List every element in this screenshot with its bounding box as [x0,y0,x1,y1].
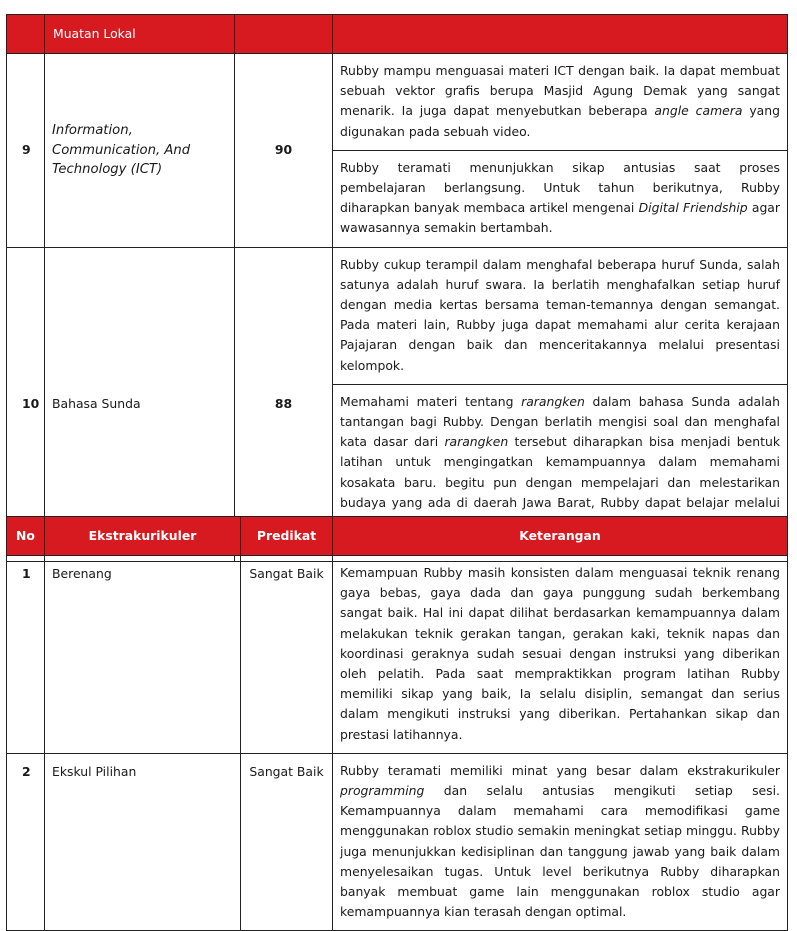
section-label: Muatan Lokal [45,15,235,54]
row-number: 2 [7,753,45,931]
row-number: 9 [7,54,45,248]
table-row [7,247,788,384]
description-cell: Rubby mampu menguasai materi ICT dengan baik. Ia dapat membuat sebuah vektor grafis berupa Masjid Agung Demak yang sangat menarik. Ia juga dapat menyebutkan beberapa angle camera yang digunakan pada sebuah video. [333,54,788,151]
score-value: 88 [235,247,333,562]
description-cell: Kemampuan Rubby masih konsisten dalam menguasai teknik renang gaya bebas, gaya dada dan gaya punggung sudah berkembang sangat baik. Hal ini dapat dilihat berdasarkan kemampuannya dalam melakukan teknik gerakan tangan, gerakan kaki, teknik napas dan koordinasi geraknya sudah sesuai dengan instruksi yang diberikan oleh pelatih. Pada saat mempraktikkan program latihan Rubby memiliki sikap yang baik, Ia selalu disiplin, semangat dan serius dalam mengikuti instruksi yang diberikan. Pertahankan sikap dan prestasi latihannya. [333,556,788,754]
ekstrakurikuler-table [6,516,788,931]
header-blank-cell [333,15,788,54]
table-header-row [7,517,788,556]
table-row [7,556,788,754]
description-cell: Rubby teramati menunjukkan sikap antusias saat proses pembelajaran berlangsung. Untuk tahun berikutnya, Rubby diharapkan banyak membaca artikel mengenai Digital Friendship agar wawasannya semakin bertambah. [333,150,788,247]
predicate-value: Sangat Baik [241,556,333,754]
table-row [7,54,788,151]
column-header-no: No [7,517,45,556]
row-number: 10 [7,247,45,562]
description-cell: Rubby teramati memiliki minat yang besar dalam ekstrakurikuler programming dan selalu antusias mengikuti setiap sesi. Kemampuannya dalam memahami cara memodifikasi game menggunakan roblox studio semakin meningkat setiap minggu. Rubby juga menunjukkan kedisiplinan dan tanggung jawab yang baik dalam menyelesaikan tugas. Untuk level berikutnya Rubby diharapkan banyak membuat game lain menggunakan roblox studio agar kemampuannya kian terasah dengan optimal. [333,753,788,931]
description-cell: Rubby cukup terampil dalam menghafal beberapa huruf Sunda, salah satunya adalah huruf swara. Ia berlatih menghafalkan setiap huruf dengan media kertas bersama teman-temannya dengan semangat. Pada materi lain, Rubby juga dapat memahami alur cerita kerajaan Pajajaran dengan baik dan menceritakannya melalui presentasi kelompok. [333,247,788,384]
row-number: 1 [7,556,45,754]
muatan-lokal-table [6,14,788,562]
description-cell: Memahami materi tentang rarangken dalam bahasa Sunda adalah tantangan bagi Rubby. Dengan berlatih mengisi soal dan menghafal kata dasar dari rarangken tersebut diharapkan bisa menjadi bentuk latihan untuk mengingatkan kemampuannya dalam memahami kosakata baru. begitu pun dengan mempelajari dan melestarikan budaya yang ada di daerah Jawa Barat, Rubby dapat belajar melalui [333,384,788,562]
header-blank-cell [7,15,45,54]
header-blank-cell [235,15,333,54]
section-header-row [7,15,788,54]
column-header-activity: Ekstrakurikuler [45,517,241,556]
subject-name: Information, Communication, And Technology (ICT) [45,54,235,248]
predicate-value: Sangat Baik [241,753,333,931]
subject-name: Bahasa Sunda [45,247,235,562]
column-header-predicate: Predikat [241,517,333,556]
activity-name: Ekskul Pilihan [45,753,241,931]
activity-name: Berenang [45,556,241,754]
column-header-description: Keterangan [333,517,788,556]
score-value: 90 [235,54,333,248]
table-row [7,753,788,931]
